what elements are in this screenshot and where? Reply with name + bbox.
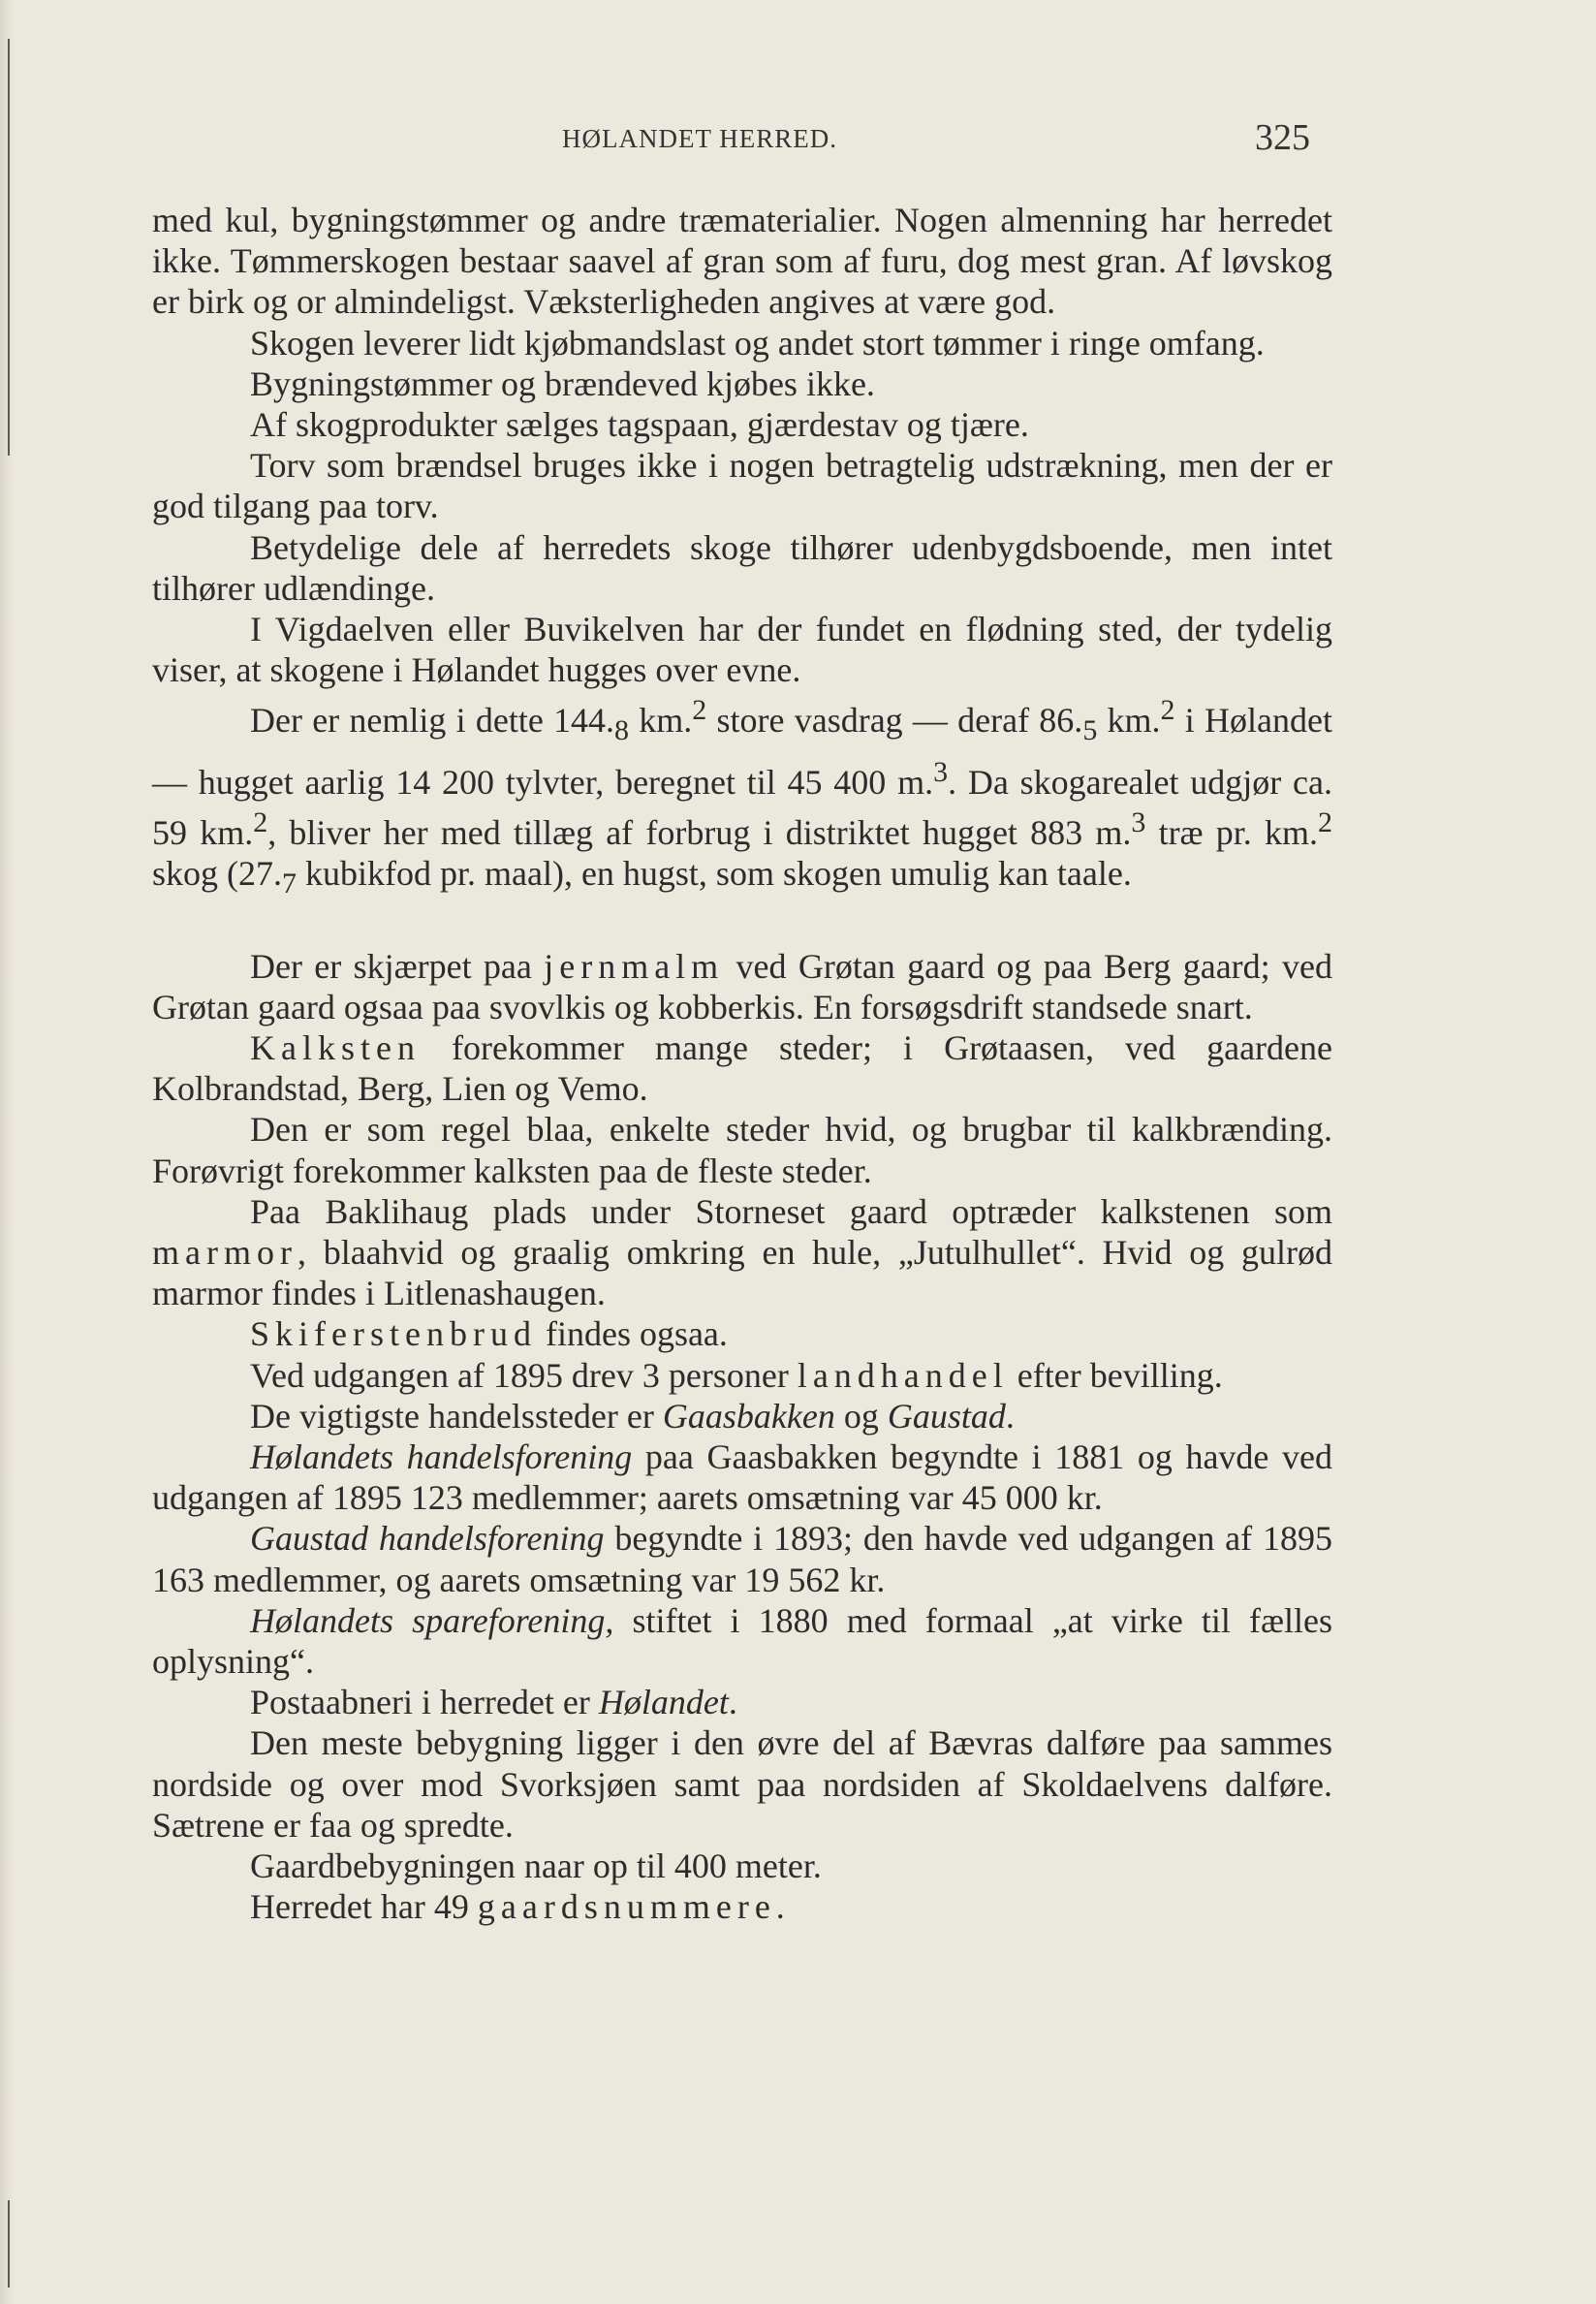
text-run: paa Gaasbakken begyndte i 1881 og havde ved udgangen af 1895 123 medlemmer; aarets omsætning var 45 000 kr. — [152, 1437, 1332, 1518]
paragraph — [152, 1313, 1332, 1354]
text-run: stiftet i 1880 med formaal „at virke til fælles oplysning“. — [152, 1600, 1332, 1682]
decimal-digit: 7 — [282, 868, 297, 900]
italic-term: Gaustad — [887, 1396, 1006, 1436]
paragraph: Gaardbebygningen naar op til 400 meter. — [250, 1846, 822, 1886]
superscript: 2 — [253, 806, 268, 839]
text-run: ved Grøtan gaard og paa Berg gaard; ved Grøtan gaard ogsaa paa svovlkis og kobberkis. En forsøgsdrift standsede snart. — [152, 946, 1332, 1026]
text-run: De vigtigste handelssteder er — [250, 1396, 663, 1436]
paragraph — [152, 1600, 1332, 1682]
text-run: Ved udgangen af 1895 drev 3 personer — [250, 1355, 798, 1395]
italic-term: Hølandet — [598, 1683, 729, 1722]
page-edge-mark — [8, 2200, 10, 2288]
spaced-term: marmor — [152, 1233, 297, 1273]
superscript: 2 — [1160, 694, 1175, 727]
paragraph: I Vigdaelven eller Buvikelven har der fundet en flødning sted, der tydelig viser, at skogene i Hølandet hugges over evne. — [152, 610, 1332, 690]
text-run: km. — [629, 701, 693, 741]
text-run: begyndte i 1893; den havde ved udgangen af 1895 163 medlemmer, og aarets omsætning var 19 562 kr. — [152, 1519, 1332, 1599]
paragraph — [152, 1518, 1332, 1599]
spaced-term: Skiferstenbrud — [250, 1314, 537, 1354]
paragraph: Den er som regel blaa, enkelte steder hvid, og brugbar til kalkbrænding. Forøvrigt forekommer kalksten paa de fleste steder. — [152, 1110, 1332, 1190]
paragraph — [152, 1027, 1332, 1109]
paragraph — [152, 1886, 1332, 1927]
italic-term: Gaustad handelsforening — [250, 1519, 605, 1559]
text-run: Paa Baklihaug plads under Storneset gaard optræder kalkstenen som — [250, 1191, 1332, 1231]
paragraph: Den meste bebygning ligger i den øvre del af Bævras dalføre paa sammes nordside og over mod Svorksjøen samt paa nordsiden af Skoldaelvens dalføre. Sætrene er faa og spredte. — [152, 1723, 1332, 1845]
superscript: 2 — [1318, 806, 1332, 839]
italic-term: Gaasbakken — [662, 1396, 835, 1436]
text-run: km. — [1097, 701, 1161, 741]
superscript: 2 — [692, 694, 707, 727]
text-run: Herredet har 49 — [250, 1887, 478, 1927]
paragraph: Bygningstømmer og brændeved kjøbes ikke. — [250, 363, 875, 403]
text-run: store vasdrag — deraf 86. — [706, 701, 1083, 741]
page-edge-shadow — [0, 0, 14, 2304]
page-number: 325 — [1255, 117, 1310, 158]
paragraph — [152, 1396, 1332, 1436]
spaced-term: jernmalm — [544, 946, 725, 986]
paragraph: Betydelige dele af herredets skoge tilhører udenbygdsboende, men intet tilhører udlændinge. — [152, 527, 1332, 608]
text-run: i Hølandet — hugget aarlig 14 200 tylvter, beregnet til 45 400 m. — [152, 701, 1332, 802]
text-run: . — [775, 1887, 785, 1927]
running-head: HØLANDET HERRED. — [562, 124, 837, 153]
paragraph — [152, 946, 1332, 1027]
spaced-term: Kalksten — [250, 1028, 421, 1068]
text-run: træ pr. km. — [1145, 813, 1318, 853]
text-run: Postaabneri i herredet er — [250, 1683, 599, 1722]
paragraph — [152, 1682, 1332, 1722]
decimal-digit: 8 — [614, 714, 630, 747]
italic-term: Hølandets spareforening, — [250, 1600, 614, 1640]
decimal-digit: 5 — [1082, 714, 1098, 747]
text-run: , blaahvid og graalig omkring en hule, „Jutulhullet“. Hvid og gulrød marmor findes i Litlenashaugen. — [152, 1233, 1332, 1313]
body-text — [152, 200, 1332, 1928]
paragraph — [152, 690, 1332, 904]
superscript: 3 — [933, 755, 949, 788]
paragraph: med kul, bygningstømmer og andre træmaterialier. Nogen almenning har herredet ikke. Tømmerskogen bestaar saavel af gran som af furu, dog mest gran. Af løvskog er birk og or almindeligst. Væksterligheden angives at være god. — [152, 201, 1332, 322]
text-run: forekommer mange steder; i Grøtaasen, ved gaardene Kolbrandstad, Berg, Lien og Vemo. — [152, 1028, 1332, 1109]
text-run: efter bevilling. — [1008, 1355, 1223, 1395]
text-run: . — [728, 1683, 737, 1722]
paragraph: Af skogprodukter sælges tagspaan, gjærdestav og tjære. — [250, 405, 1029, 445]
paragraph — [152, 1436, 1332, 1518]
text-run: og — [834, 1396, 888, 1436]
paragraph — [152, 1191, 1332, 1314]
text-run: Der er skjærpet paa — [250, 946, 545, 986]
paragraph: Torv som brændsel bruges ikke i nogen betragtelig udstrækning, men der er god tilgang paa torv. — [152, 446, 1332, 526]
italic-term: Hølandets handelsforening — [250, 1437, 633, 1477]
text-run: , bliver her med tillæg af forbrug i distriktet hugget 883 m. — [267, 813, 1132, 853]
text-run: kubikfod pr. maal), en hugst, som skogen umulig kan taale. — [297, 854, 1132, 894]
paragraph: Skogen leverer lidt kjøbmandslast og andet stort tømmer i ringe omfang. — [250, 323, 1265, 363]
spaced-term: landhandel — [797, 1355, 1009, 1395]
text-run: . Da skogarealet udgjør ca. 59 km. — [152, 762, 1332, 853]
superscript: 3 — [1131, 806, 1146, 839]
page-edge-mark — [8, 39, 10, 456]
text-run: . — [1005, 1396, 1015, 1436]
text-run: skog (27. — [152, 854, 282, 894]
spaced-term: gaardsnummere — [477, 1887, 776, 1927]
paragraph — [152, 1355, 1332, 1396]
text-run: Der er nemlig i dette 144. — [250, 701, 615, 741]
text-run: findes ogsaa. — [536, 1314, 728, 1354]
